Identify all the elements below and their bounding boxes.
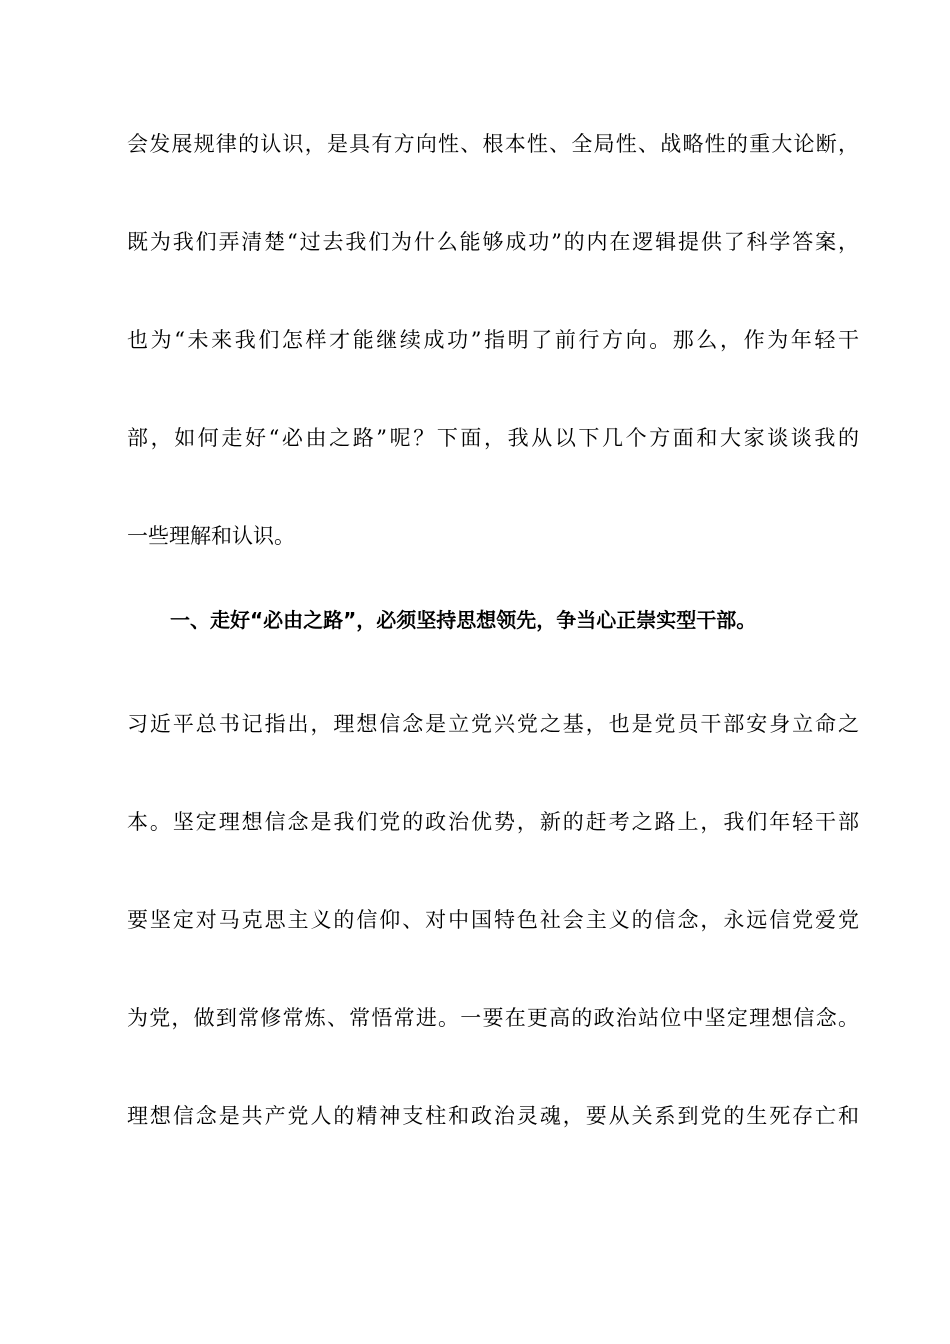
- paragraph-line: 一些理解和认识。: [127, 524, 295, 548]
- paragraph-line: 理想信念是共产党人的精神支柱和政治灵魂，要从关系到党的生死存亡和: [127, 1104, 859, 1128]
- paragraph-line: 为党，做到常修常炼、常悟常进。一要在更高的政治站位中坚定理想信念。: [127, 1006, 859, 1030]
- section-heading: 一、走好“必由之路”，必须坚持思想领先，争当心正崇实型干部。: [170, 608, 757, 632]
- paragraph-line: 既为我们弄清楚“过去我们为什么能够成功”的内在逻辑提供了科学答案，: [127, 230, 859, 254]
- paragraph-line: 也为“未来我们怎样才能继续成功”指明了前行方向。那么，作为年轻干: [127, 328, 859, 352]
- paragraph-line: 会发展规律的认识，是具有方向性、根本性、全局性、战略性的重大论断，: [127, 132, 859, 156]
- paragraph-line: 本。坚定理想信念是我们党的政治优势，新的赶考之路上，我们年轻干部: [127, 810, 859, 834]
- paragraph-line: 习近平总书记指出，理想信念是立党兴党之基，也是党员干部安身立命之: [127, 712, 859, 736]
- paragraph-line: 要坚定对马克思主义的信仰、对中国特色社会主义的信念，永远信党爱党: [127, 908, 859, 932]
- paragraph-line: 部，如何走好“必由之路”呢？下面，我从以下几个方面和大家谈谈我的: [127, 426, 859, 450]
